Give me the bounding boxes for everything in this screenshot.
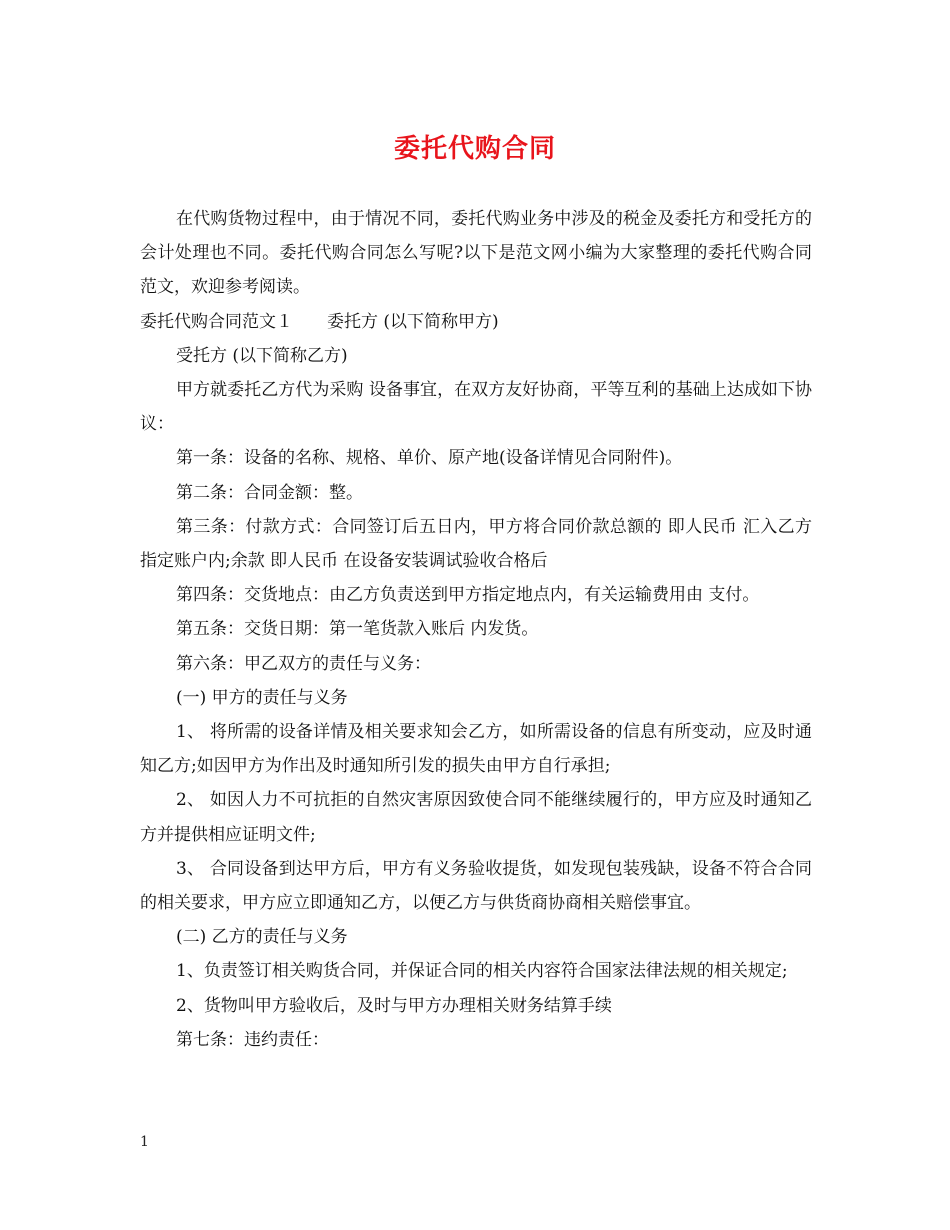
party-a-item-1: 1、 将所需的设备详情及相关要求知会乙方，如所需设备的信息有所变动，应及时通知乙方;如因甲方为作出及时通知所引发的损失由甲方自行承担; <box>140 722 812 777</box>
paragraph-sample-heading: 委托代购合同范文１ 委托方 (以下简称甲方) <box>140 311 499 332</box>
clause-3: 第三条：付款方式：合同签订后五日内，甲方将合同价款总额的 即人民币 汇入乙方指定账户内;余款 即人民币 在设备安装调试验收合格后 <box>140 516 812 572</box>
clause-7: 第七条：违约责任： <box>176 1029 329 1050</box>
party-b-item-2: 2、货物叫甲方验收后，及时与甲方办理相关财务结算手续 <box>176 995 612 1016</box>
paragraph-party-b: 受托方 (以下简称乙方) <box>176 345 348 366</box>
clause-4: 第四条：交货地点：由乙方负责送到甲方指定地点内，有关运输费用由 支付。 <box>176 585 760 606</box>
paragraph-agreement: 甲方就委托乙方代为采购 设备事宜，在双方友好协商，平等互利的基础上达成如下协议： <box>140 380 812 435</box>
document-body <box>140 202 812 1057</box>
party-b-item-1: 1、负责签订相关购货合同，并保证合同的相关内容符合国家法律法规的相关规定; <box>176 961 788 982</box>
document-title: 委托代购合同 <box>393 134 556 164</box>
party-a-item-3: 3、 合同设备到达甲方后，甲方有义务验收提货，如发现包装残缺，设备不符合合同的相关要求，甲方应立即通知乙方，以便乙方与供货商协商相关赔偿事宜。 <box>140 858 812 914</box>
subsection-party-b-duties: (二) 乙方的责任与义务 <box>176 927 348 948</box>
clause-2: 第二条：合同金额：整。 <box>176 482 363 503</box>
page-number: 1 <box>140 1134 149 1150</box>
clause-6: 第六条：甲乙双方的责任与义务： <box>176 653 431 674</box>
subsection-party-a-duties: (一) 甲方的责任与义务 <box>176 687 348 708</box>
paragraph-intro: 在代购货物过程中，由于情况不同，委托代购业务中涉及的税金及委托方和受托方的会计处理也不同。委托代购合同怎么写呢?以下是范文网小编为大家整理的委托代购合同范文，欢迎参考阅读。 <box>140 209 812 298</box>
clause-1: 第一条：设备的名称、规格、单价、原产地(设备详情见合同附件)。 <box>176 448 683 469</box>
party-a-item-2: 2、 如因人力不可抗拒的自然灾害原因致使合同不能继续履行的，甲方应及时通知乙方并提供相应证明文件; <box>140 790 812 845</box>
clause-5: 第五条：交货日期：第一笔货款入账后 内发货。 <box>176 619 539 640</box>
